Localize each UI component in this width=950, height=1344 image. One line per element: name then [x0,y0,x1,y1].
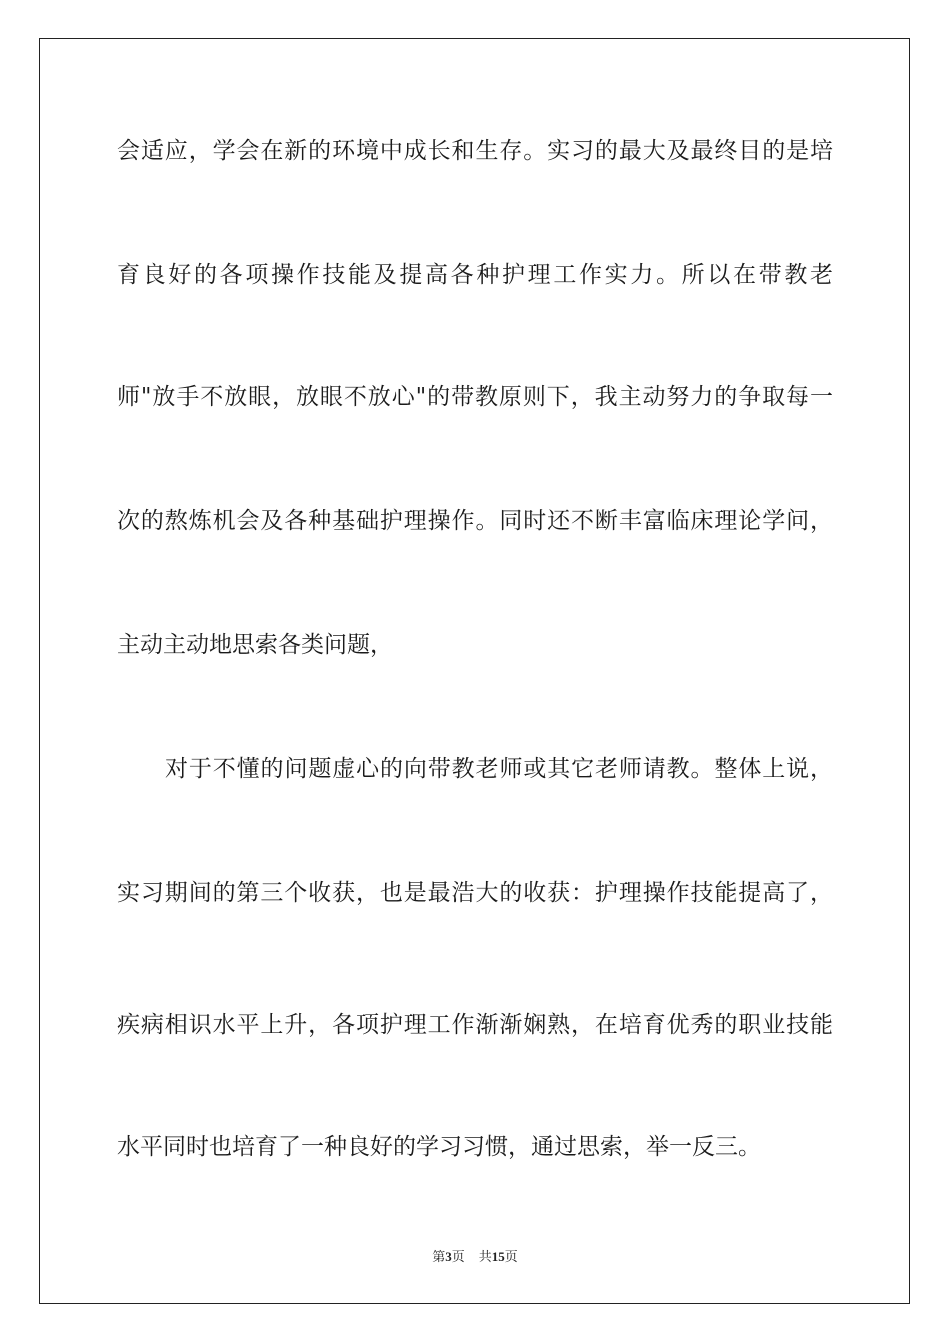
text-line-5: 主动主动地思索各类问题， [117,632,393,658]
text-line-1: 会适应，学会在新的环境中成长和生存。实习的最大及最终目的是培 [117,138,833,164]
page-footer [0,1248,950,1266]
text-line-4: 次的熬炼机会及各种基础护理操作。同时还不断丰富临床理论学问， [117,508,833,534]
total-suffix: 页 [504,1249,518,1264]
text-line-2: 育良好的各项操作技能及提高各种护理工作实力。所以在带教老 [117,262,833,288]
page-prefix: 第 [432,1249,446,1264]
text-line-7: 实习期间的第三个收获，也是最浩大的收获：护理操作技能提高了， [117,880,833,906]
page-suffix: 页 [451,1249,465,1264]
page-border [39,38,910,1304]
paragraph-start-line: 对于不懂的问题虚心的向带教老师或其它老师请教。整体上说， [165,756,833,782]
total-pages: 15 [491,1249,505,1264]
text-line-3: 师"放手不放眼，放眼不放心"的带教原则下，我主动努力的争取每一 [117,384,833,410]
text-line-8: 疾病相识水平上升，各项护理工作渐渐娴熟，在培育优秀的职业技能 [117,1012,833,1038]
text-line-9: 水平同时也培育了一种良好的学习习惯，通过思索，举一反三。 [117,1134,761,1160]
page-number: 3 [445,1249,452,1264]
total-prefix: 共 [478,1249,492,1264]
